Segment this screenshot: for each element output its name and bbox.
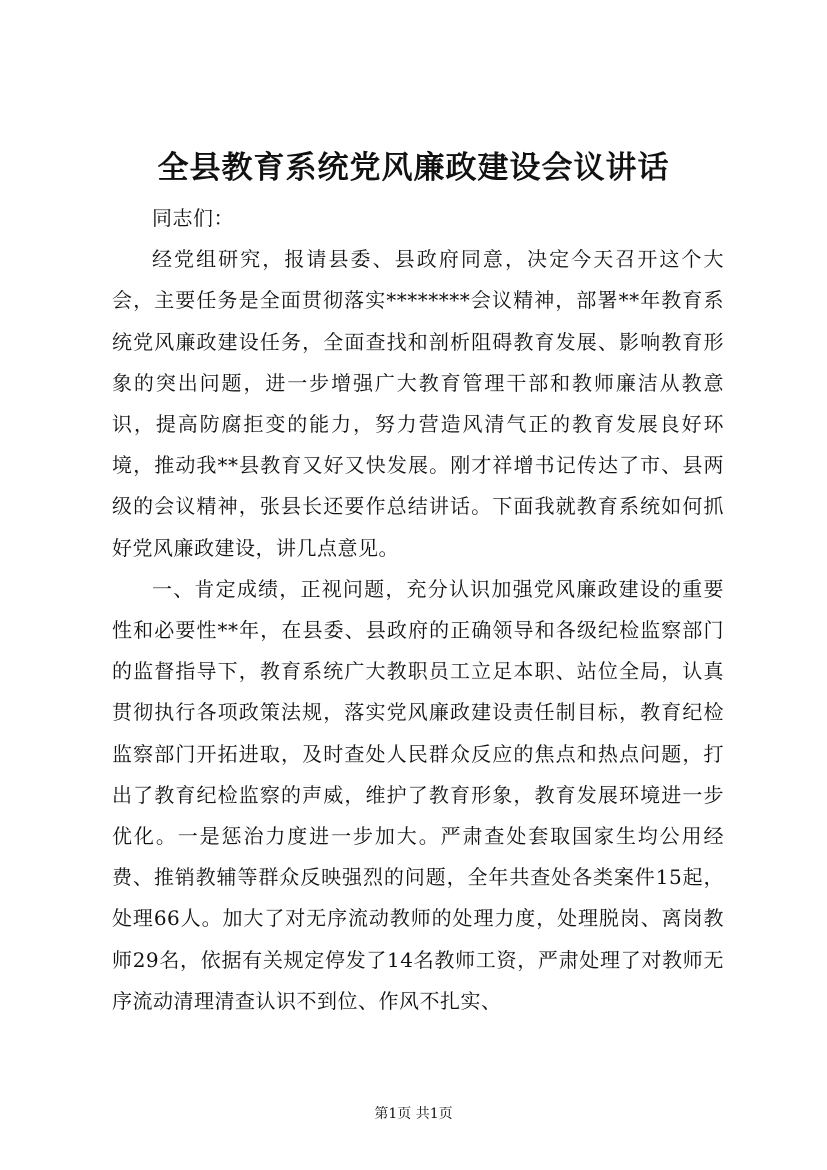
document-title: 全县教育系统党风廉政建设会议讲话: [157, 150, 670, 186]
salutation: 同志们：: [152, 206, 234, 230]
paragraph-intro: 经党组研究，报请县委、县政府同意，决定今天召开这个大会，主要任务是全面贯彻落实********会议精神，部署**年教育系统党风廉政建设任务，全面查找和剖析阻碍教育发展、影响教育形象的突出问题，进一步增强广大教育管理干部和教师廉洁从教意识，提高防腐拒变的能力，努力营造风清气正的教育发展良好环境，推动我**县教育又好又快发展。刚才祥增书记传达了市、县两级的会议精神，张县长还要作总结讲话。下面我就教育系统如何抓好党风廉政建设，讲几点意见。: [112, 247, 724, 560]
page-footer: 第1页 共1页: [374, 1106, 453, 1122]
paragraph-section-one: 一、肯定成绩，正视问题，充分认识加强党风廉政建设的重要性和必要性**年，在县委、县政府的正确领导和各级纪检监察部门的监督指导下，教育系统广大教职员工立足本职、站位全局，认真贯彻执行各项政策法规，落实党风廉政建设责任制目标，教育纪检监察部门开拓进取，及时查处人民群众反应的焦点和热点问题，打出了教育纪检监察的声威，维护了教育形象，教育发展环境进一步优化。一是惩治力度进一步加大。严肃查处套取国家生均公用经费、推销教辅等群众反映强烈的问题，全年共查处各类案件15起，处理66人。加大了对无序流动教师的处理力度，处理脱岗、离岗教师29名，依据有关规定停发了14名教师工资，严肃处理了对教师无序流动清理清查认识不到位、作风不扎实、: [112, 576, 724, 1013]
document-body: [112, 198, 724, 1022]
